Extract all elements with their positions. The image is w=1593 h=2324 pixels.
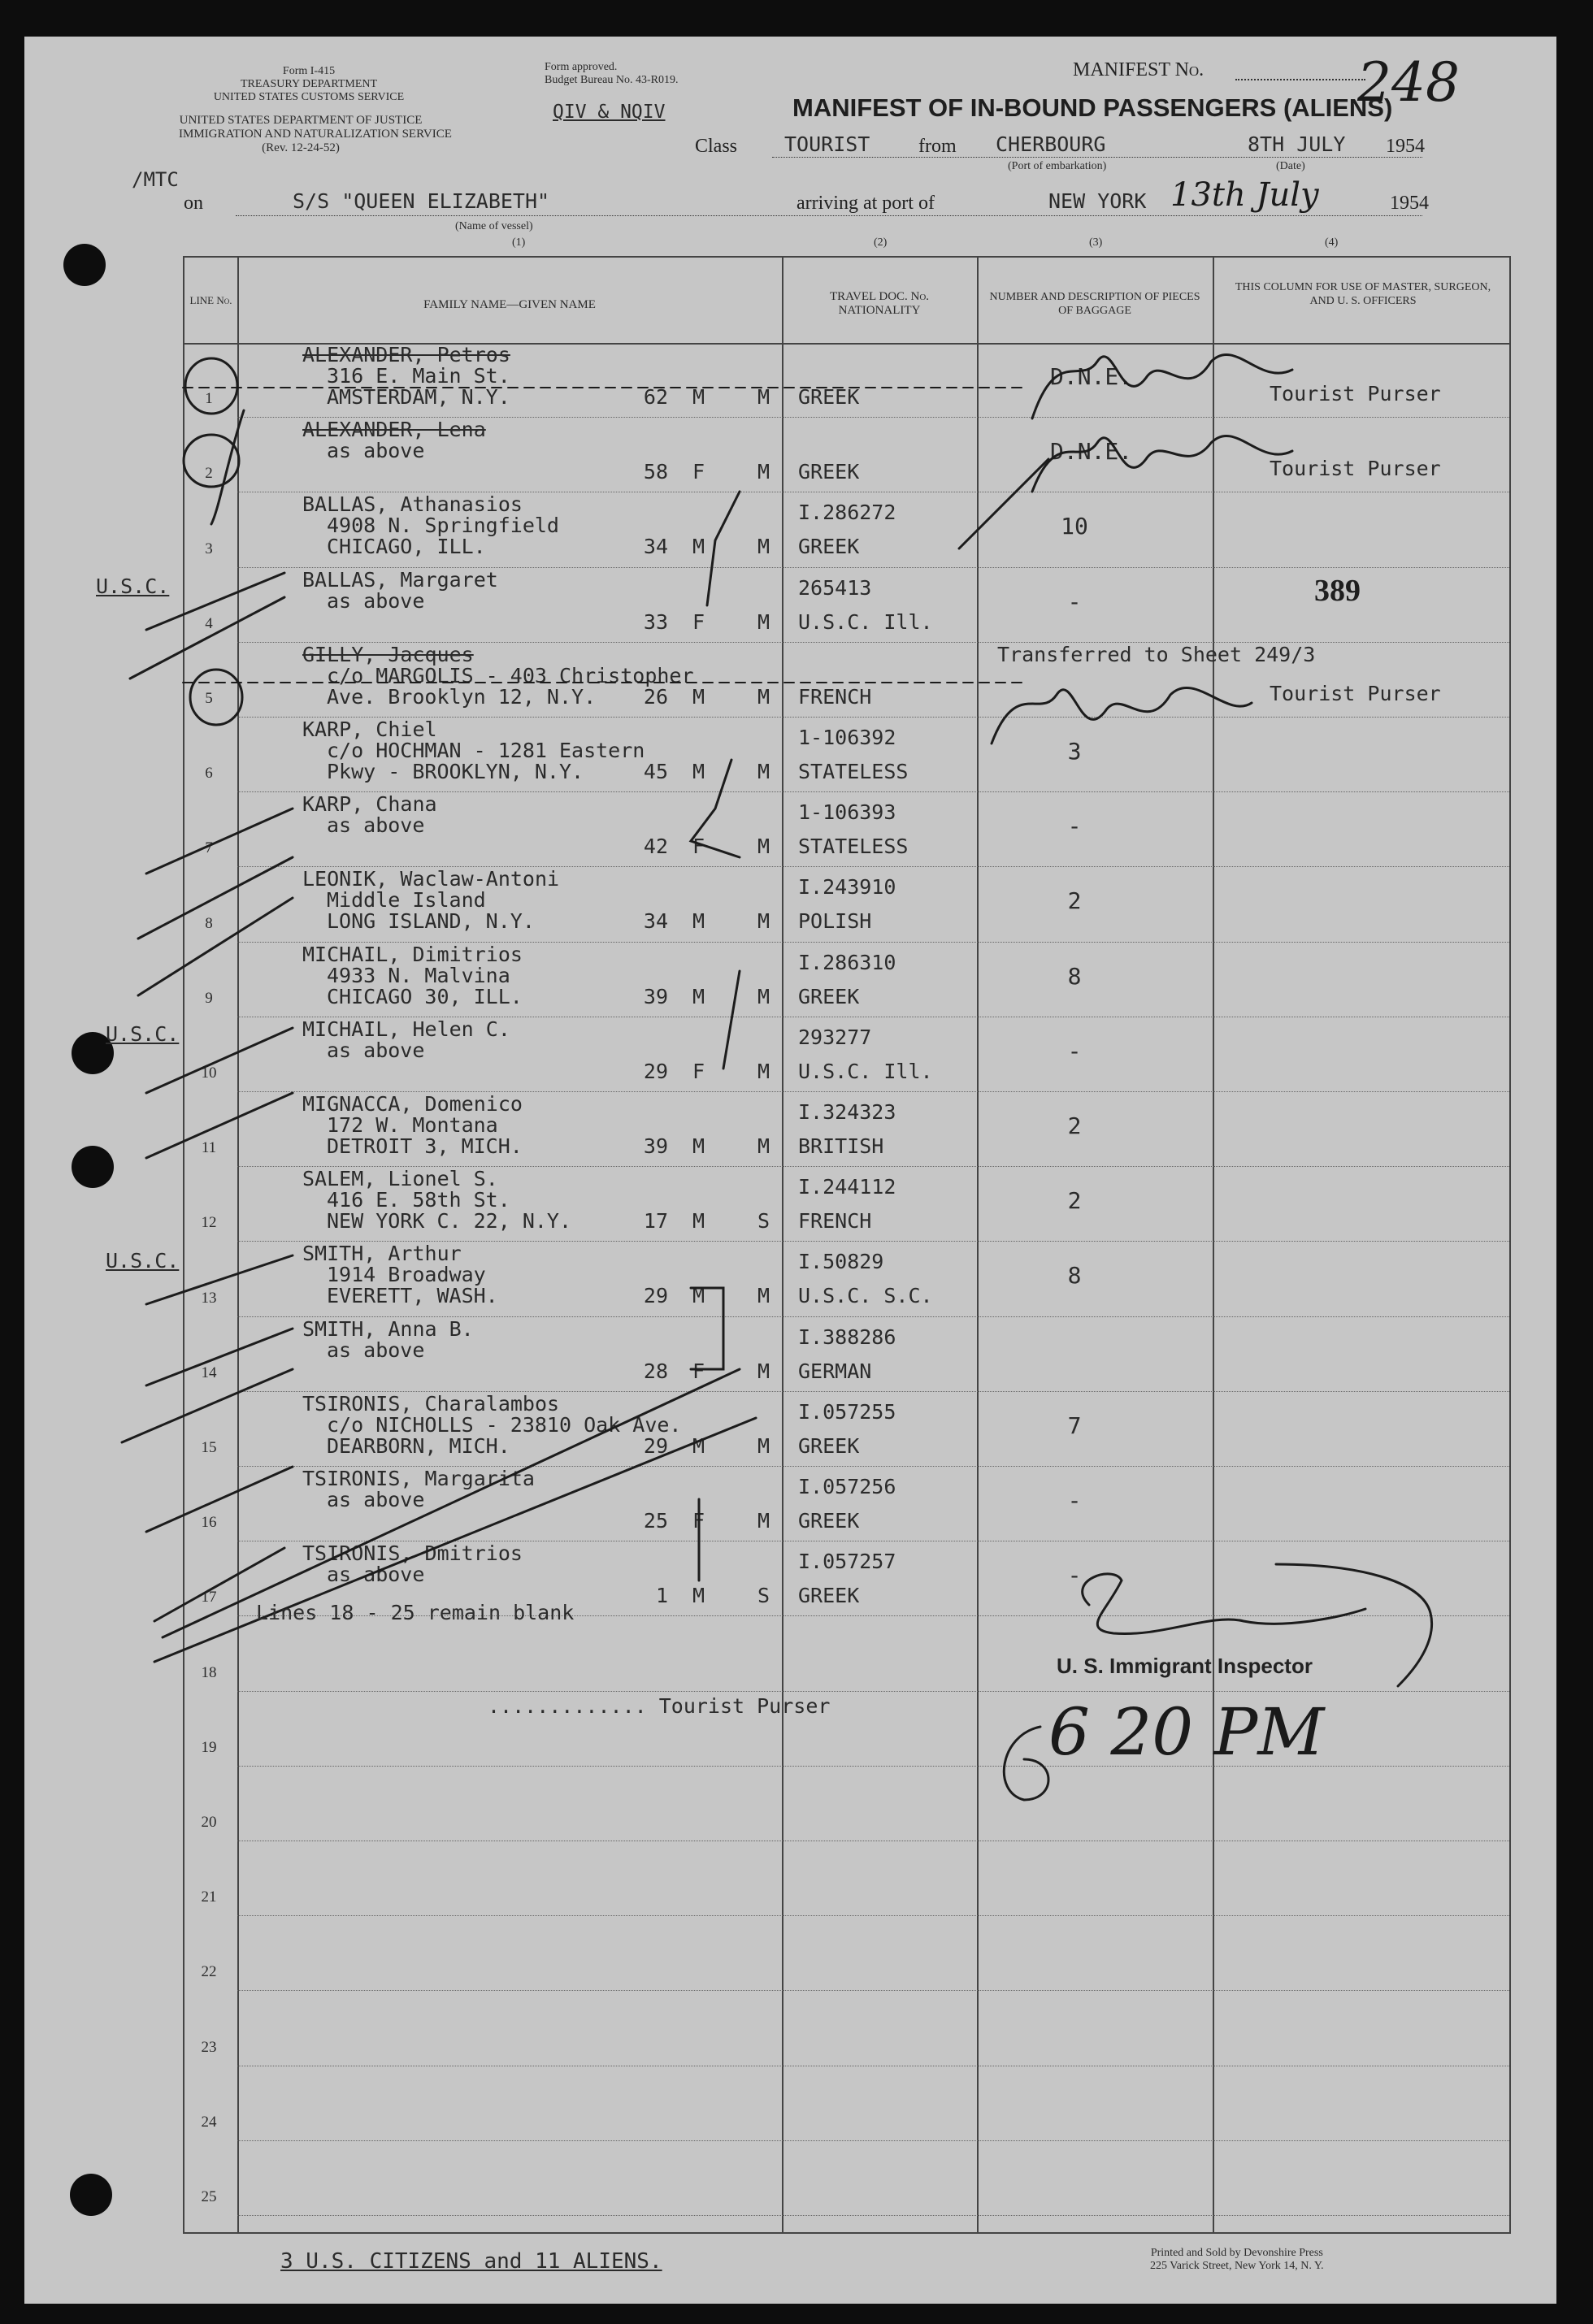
passenger-name: TSIRONIS, Dmitrios: [302, 1541, 523, 1566]
line-number: 2: [205, 465, 213, 483]
line-number: 6: [205, 765, 213, 783]
line-number: 7: [205, 839, 213, 857]
passenger-address-city: EVERETT, WASH.: [327, 1284, 498, 1308]
line-number: 24: [201, 2113, 217, 2131]
passenger-name: ALEXANDER, Petros: [302, 343, 510, 366]
nationality: GREEK: [798, 984, 860, 1008]
passenger-name: KARP, Chana: [302, 792, 437, 817]
baggage-count: 10: [1061, 513, 1088, 540]
travel-doc-number: I.50829: [798, 1250, 884, 1274]
date-value: 8TH JULY: [1248, 132, 1346, 156]
line-number: 1: [205, 390, 213, 408]
passenger-name: MIGNACCA, Domenico: [302, 1092, 523, 1116]
usc-label: U.S.C.: [106, 1249, 180, 1273]
travel-doc-number: I.286272: [798, 501, 896, 525]
form-number: Form I-415: [282, 65, 336, 77]
passenger-sex: M: [692, 1284, 705, 1308]
travel-doc-number: 265413: [798, 575, 872, 600]
passenger-age: 34: [643, 909, 668, 934]
line-number: 21: [201, 1888, 217, 1906]
page-title: MANIFEST OF IN-BOUND PASSENGERS (ALIENS): [792, 93, 1393, 122]
line-number: 10: [201, 1064, 217, 1082]
passenger-age: 45: [643, 760, 668, 783]
passenger-name: GILLY, Jacques: [302, 642, 474, 666]
passenger-address: 416 E. 58th St.: [327, 1188, 510, 1212]
travel-doc-number: 1-106392: [798, 726, 896, 749]
baggage-note: Transferred to Sheet 249/3: [997, 642, 1316, 666]
passenger-address: as above: [327, 813, 425, 838]
lines-blank-note: Lines 18 - 25 remain blank: [256, 1601, 575, 1624]
passenger-address-city: AMSTERDAM, N.Y.: [327, 385, 510, 409]
year-value: 1954: [1386, 136, 1425, 157]
nationality: GREEK: [798, 1584, 860, 1608]
nationality: STATELESS: [798, 760, 909, 783]
line-number: 16: [201, 1514, 217, 1532]
passenger-marital-status: M: [757, 1509, 770, 1533]
passenger-age: 29: [643, 1284, 668, 1308]
passenger-marital-status: M: [757, 760, 770, 783]
ins-label: IMMIGRATION AND NATURALIZATION SERVICE: [179, 128, 452, 141]
passenger-address-city: LONG ISLAND, N.Y.: [327, 909, 535, 934]
passenger-name: KARP, Chiel: [302, 718, 437, 741]
from-value: CHERBOURG: [996, 132, 1106, 156]
passenger-address: Middle Island: [327, 888, 486, 913]
passenger-address: 316 E. Main St.: [327, 364, 510, 388]
passenger-sex: M: [692, 1209, 705, 1234]
manifest-label: MANIFEST No.: [1073, 59, 1205, 80]
date-caption: (Date): [1276, 160, 1305, 172]
passenger-address: c/o NICHOLLS - 23810 Oak Ave.: [327, 1412, 682, 1437]
port-embarkation-caption: (Port of embarkation): [1008, 160, 1107, 172]
passenger-age: 42: [643, 835, 668, 859]
nationality: GREEK: [798, 535, 860, 559]
class-label: Class: [695, 136, 738, 157]
passenger-marital-status: M: [757, 1284, 770, 1308]
passenger-marital-status: M: [757, 909, 770, 934]
passenger-address: as above: [327, 588, 425, 613]
baggage-count: 3: [1067, 738, 1082, 765]
travel-doc-number: I.388286: [798, 1325, 896, 1349]
quota-label: QIV & NQIV: [553, 102, 666, 123]
passenger-marital-status: M: [757, 1059, 770, 1083]
passenger-sex: M: [692, 1584, 705, 1608]
from-label: from: [918, 136, 957, 157]
arriving-label: arriving at port of: [796, 193, 935, 214]
passenger-age: 1: [655, 1584, 668, 1608]
passenger-address: as above: [327, 1563, 425, 1587]
line-number: 18: [201, 1663, 217, 1681]
vessel-caption: (Name of vessel): [455, 220, 533, 232]
baggage-count: 7: [1067, 1411, 1082, 1439]
passenger-name: BALLAS, Margaret: [302, 567, 498, 592]
passenger-age: 33: [643, 609, 668, 634]
nationality: STATELESS: [798, 835, 909, 859]
passenger-address: as above: [327, 439, 425, 463]
nationality: GREEK: [798, 460, 860, 484]
passenger-sex: M: [692, 385, 705, 409]
line-number: 25: [201, 2187, 217, 2205]
passenger-address: c/o MARGOLIS - 403 Christopher: [327, 663, 694, 687]
line-number: 17: [201, 1589, 217, 1606]
travel-doc-number: I.324323: [798, 1100, 896, 1124]
passenger-name: TSIRONIS, Margarita: [302, 1467, 535, 1490]
passenger-sex: M: [692, 1134, 705, 1158]
line-number: 19: [201, 1738, 217, 1756]
baggage-count: 2: [1067, 887, 1082, 915]
passenger-name: TSIRONIS, Charalambos: [302, 1391, 560, 1416]
line-number: 4: [205, 614, 213, 632]
baggage-count: D.N.E.: [1050, 363, 1133, 390]
line-number: 9: [205, 989, 213, 1007]
passenger-marital-status: M: [757, 535, 770, 559]
pen-marks: [24, 37, 1556, 2304]
purser-line: ............. Tourist Purser: [488, 1694, 831, 1718]
passenger-address-city: NEW YORK C. 22, N.Y.: [327, 1209, 572, 1234]
nationality: FRENCH: [798, 684, 872, 709]
nationality: U.S.C. Ill.: [798, 609, 933, 634]
travel-doc-number: I.057257: [798, 1550, 896, 1574]
passenger-name: ALEXANDER, Lena: [302, 418, 486, 442]
customs-label: UNITED STATES CUSTOMS SERVICE: [213, 91, 405, 103]
officer-note: Tourist Purser: [1270, 681, 1441, 705]
passenger-marital-status: M: [757, 1433, 770, 1458]
passenger-sex: M: [692, 909, 705, 934]
vessel-name: S/S "QUEEN ELIZABETH": [293, 189, 550, 213]
passenger-sex: F: [692, 835, 705, 859]
passenger-name: MICHAIL, Helen C.: [302, 1017, 510, 1041]
line-number: 23: [201, 2038, 217, 2056]
nationality: GREEK: [798, 385, 860, 409]
passenger-age: 62: [643, 385, 668, 409]
passenger-sex: M: [692, 760, 705, 783]
passenger-sex: M: [692, 684, 705, 709]
passenger-age: 58: [643, 460, 668, 484]
passenger-age: 39: [643, 1134, 668, 1158]
travel-doc-number: I.244112: [798, 1175, 896, 1199]
nationality: GREEK: [798, 1509, 860, 1533]
nationality: GERMAN: [798, 1359, 872, 1383]
passenger-sex: F: [692, 609, 705, 634]
line-number: 22: [201, 1963, 217, 1981]
line-number: 3: [205, 540, 213, 557]
col-header-baggage: NUMBER AND DESCRIPTION OF PIECES OF BAGGAGE: [989, 291, 1200, 317]
travel-doc-number: I.057256: [798, 1475, 896, 1498]
officer-note: Tourist Purser: [1270, 382, 1441, 405]
baggage-count: -: [1067, 1487, 1082, 1514]
passenger-marital-status: M: [757, 835, 770, 859]
col-header-travel-doc: TRAVEL DOC. No. NATIONALITY: [829, 290, 930, 317]
passenger-address: as above: [327, 1338, 425, 1362]
passenger-sex: F: [692, 1509, 705, 1533]
officer-number: 389: [1314, 574, 1361, 608]
travel-doc-number: 293277: [798, 1025, 872, 1049]
passenger-marital-status: M: [757, 385, 770, 409]
passenger-sex: F: [692, 460, 705, 484]
col-header-officers: THIS COLUMN FOR USE OF MASTER, SURGEON, AND U. S. OFFICERS: [1235, 281, 1491, 307]
col-header-line-no: LINE No.: [189, 294, 232, 306]
passenger-address-city: CHICAGO 30, ILL.: [327, 984, 523, 1008]
usc-label: U.S.C.: [106, 1022, 180, 1046]
treasury-label: TREASURY DEPARTMENT: [240, 78, 378, 90]
manifest-number: 248: [1357, 51, 1460, 114]
budget-bureau: Budget Bureau No. 43-R019.: [545, 74, 679, 86]
line-number: 5: [205, 689, 213, 707]
passenger-name: BALLAS, Athanasios: [302, 492, 523, 517]
passenger-age: 17: [643, 1209, 668, 1234]
passenger-address: c/o HOCHMAN - 1281 Eastern: [327, 739, 645, 762]
passenger-marital-status: M: [757, 609, 770, 634]
passenger-sex: F: [692, 1359, 705, 1383]
baggage-count: -: [1067, 588, 1082, 615]
passenger-address-city: DETROIT 3, MICH.: [327, 1134, 523, 1158]
inspector-label: U. S. Immigrant Inspector: [1057, 1654, 1313, 1678]
printer-block: [1150, 2247, 1324, 2273]
col-num-1: (1): [512, 236, 526, 249]
line-number: 20: [201, 1813, 217, 1831]
line-number: 15: [201, 1438, 217, 1456]
passenger-sex: M: [692, 984, 705, 1008]
passenger-address-city: Ave. Brooklyn 12, N.Y.: [327, 684, 597, 709]
passenger-address: 4908 N. Springfield: [327, 514, 559, 538]
mtc-mark: /MTC: [132, 168, 179, 191]
passenger-age: 25: [643, 1509, 668, 1533]
nationality: U.S.C. S.C.: [798, 1284, 933, 1308]
class-value: TOURIST: [784, 132, 870, 156]
passenger-name: SMITH, Arthur: [302, 1242, 462, 1266]
line-number: 12: [201, 1214, 217, 1232]
passenger-name: LEONIK, Waclaw-Antoni: [302, 867, 560, 891]
travel-doc-number: I.286310: [798, 950, 896, 974]
baggage-count: 8: [1067, 1262, 1082, 1290]
passenger-address: 172 W. Montana: [327, 1113, 498, 1137]
travel-doc-number: 1-106393: [798, 800, 896, 825]
line-number: 14: [201, 1364, 217, 1381]
baggage-count: 2: [1067, 1187, 1082, 1215]
inspector-time: 6 20 PM: [1048, 1694, 1325, 1770]
passenger-sex: F: [692, 1059, 705, 1083]
baggage-count: D.N.E.: [1050, 438, 1133, 466]
passenger-sex: M: [692, 1433, 705, 1458]
passenger-age: 29: [643, 1059, 668, 1083]
line-number: 11: [201, 1139, 217, 1157]
baggage-count: -: [1067, 813, 1082, 840]
travel-doc-number: I.243910: [798, 875, 896, 900]
passenger-address-city: Pkwy - BROOKLYN, N.Y.: [327, 760, 584, 783]
arrival-day: 13th July: [1170, 176, 1319, 214]
printer-line: Printed and Sold by Devonshire Press: [1150, 2247, 1323, 2259]
col-header-name: FAMILY NAME—GIVEN NAME: [423, 298, 596, 311]
passenger-address: as above: [327, 1038, 425, 1062]
line-number: 13: [201, 1289, 217, 1307]
nationality: BRITISH: [798, 1134, 884, 1158]
passenger-marital-status: S: [757, 1209, 770, 1234]
passenger-address: 4933 N. Malvina: [327, 963, 510, 987]
summary-note: 3 U.S. CITIZENS and 11 ALIENS.: [280, 2249, 662, 2274]
col-num-3: (3): [1089, 236, 1103, 249]
on-label: on: [184, 193, 203, 214]
passenger-marital-status: M: [757, 460, 770, 484]
travel-doc-number: I.057255: [798, 1399, 896, 1424]
line-number: 8: [205, 914, 213, 932]
manifest-sheet: [24, 37, 1556, 2304]
passenger-marital-status: M: [757, 684, 770, 709]
passenger-age: 34: [643, 535, 668, 559]
arrival-port: NEW YORK: [1048, 189, 1147, 213]
col-num-4: (4): [1325, 236, 1339, 249]
baggage-count: 8: [1067, 962, 1082, 990]
nationality: GREEK: [798, 1433, 860, 1458]
passenger-age: 26: [643, 684, 668, 709]
form-approved: Form approved.: [545, 61, 618, 73]
baggage-count: -: [1067, 1037, 1082, 1064]
passenger-address: 1914 Broadway: [327, 1263, 486, 1287]
nationality: FRENCH: [798, 1209, 872, 1234]
baggage-count: -: [1067, 1562, 1082, 1589]
nationality: POLISH: [798, 909, 872, 934]
passenger-marital-status: M: [757, 984, 770, 1008]
doj-label: UNITED STATES DEPARTMENT OF JUSTICE: [179, 114, 423, 127]
passenger-age: 29: [643, 1433, 668, 1458]
passenger-address-city: CHICAGO, ILL.: [327, 535, 486, 559]
passenger-name: SMITH, Anna B.: [302, 1316, 474, 1341]
passenger-marital-status: S: [757, 1584, 770, 1608]
passenger-name: SALEM, Lionel S.: [302, 1167, 498, 1191]
officer-note: Tourist Purser: [1270, 457, 1441, 481]
passenger-name: MICHAIL, Dimitrios: [302, 942, 523, 966]
nationality: U.S.C. Ill.: [798, 1059, 933, 1083]
passenger-address-city: DEARBORN, MICH.: [327, 1433, 510, 1458]
passenger-age: 39: [643, 984, 668, 1008]
usc-label: U.S.C.: [96, 574, 170, 598]
revision-label: (Rev. 12-24-52): [262, 141, 340, 154]
passenger-age: 28: [643, 1359, 668, 1383]
passenger-marital-status: M: [757, 1359, 770, 1383]
arrival-year: 1954: [1390, 193, 1429, 214]
passenger-address: as above: [327, 1488, 425, 1511]
printer-address: 225 Varick Street, New York 14, N. Y.: [1150, 2260, 1324, 2272]
col-num-2: (2): [874, 236, 888, 249]
baggage-count: 2: [1067, 1112, 1082, 1139]
passenger-sex: M: [692, 535, 705, 559]
passenger-marital-status: M: [757, 1134, 770, 1158]
